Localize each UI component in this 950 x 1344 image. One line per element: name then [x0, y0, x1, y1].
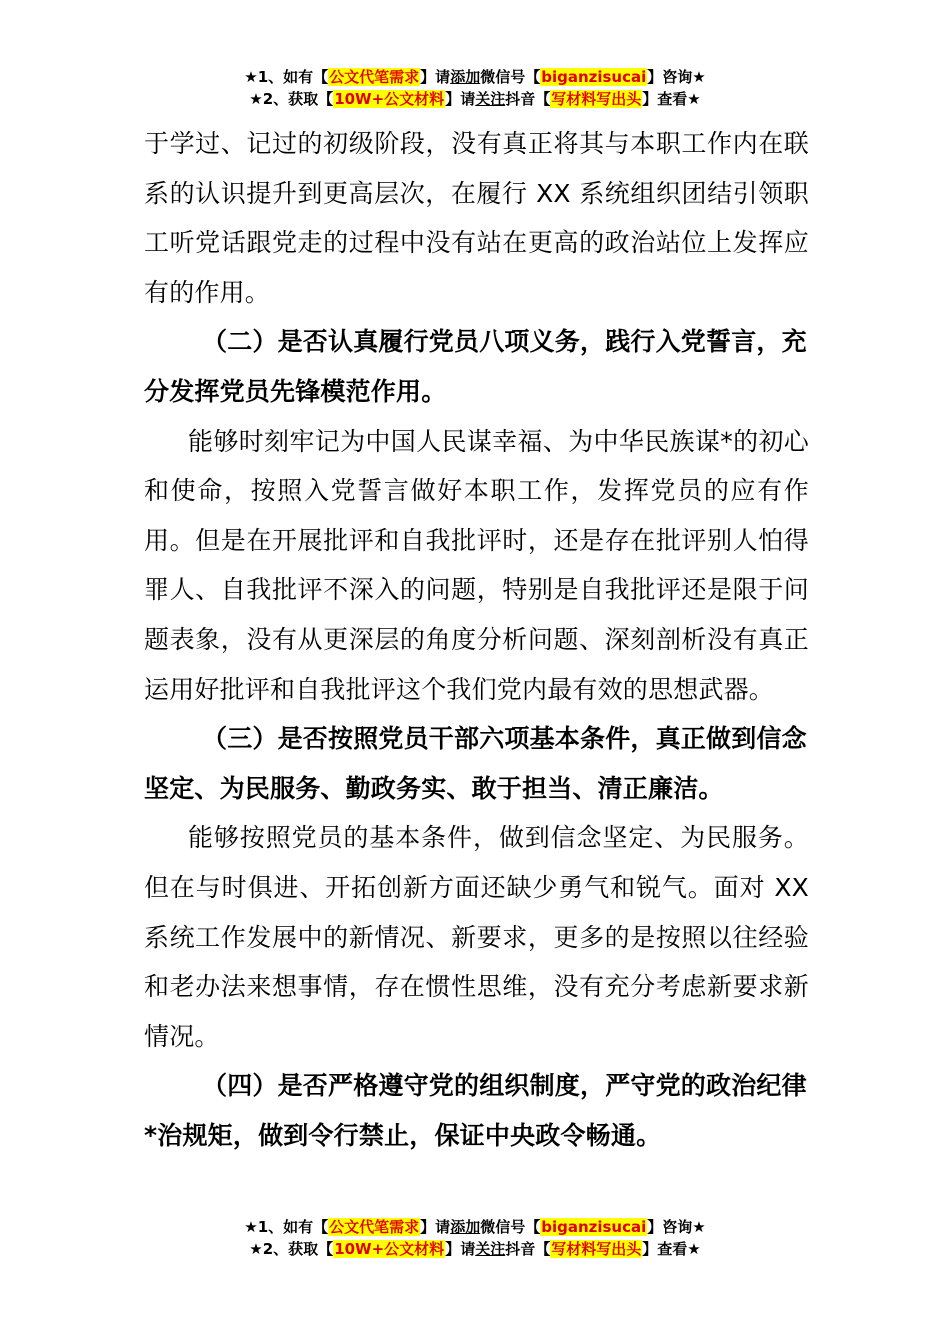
section-heading-4: （四）是否严格遵守党的组织制度，严守党的政治纪律*治规矩，做到令行禁止，保证中央政令畅通。	[144, 1071, 807, 1150]
banner-text: ★1、如有【	[244, 1218, 329, 1236]
banner-highlight: biganzisucai	[541, 68, 647, 86]
banner-text: ★1、如有【	[244, 68, 329, 86]
banner-highlight: 公文代笔需求	[329, 1218, 420, 1236]
banner-text: 】咨询★	[647, 1218, 706, 1236]
footer-banner	[0, 1216, 950, 1260]
banner-text: 微信号【	[480, 68, 541, 86]
banner-highlight: 写材料写出头	[551, 1240, 642, 1258]
banner-text: 】查看★	[642, 1240, 701, 1258]
banner-line-2	[0, 88, 950, 110]
banner-underline: 关注	[475, 90, 506, 108]
banner-text: 】请	[445, 90, 476, 108]
banner-text: 】请	[445, 1240, 476, 1258]
document-body	[144, 119, 809, 1160]
paragraph-3: 能够按照党员的基本条件，做到信念坚定、为民服务。但在与时俱进、开拓创新方面还缺少勇气和锐气。面对 XX 系统工作发展中的新情况、新要求，更多的是按照以往经验和老办法来想事情，存在惯性思维，没有充分考虑新要求新情况。	[144, 823, 809, 1051]
banner-text: 】咨询★	[647, 68, 706, 86]
paragraph-continued: 于学过、记过的初级阶段，没有真正将其与本职工作内在联系的认识提升到更高层次，在履行 XX 系统组织团结引领职工听党话跟党走的过程中没有站在更高的政治站位上发挥应有的作用。	[144, 129, 809, 307]
paragraph-2: 能够时刻牢记为中国人民谋幸福、为中华民族谋*的初心和使命，按照入党誓言做好本职工作，发挥党员的应有作用。但是在开展批评和自我批评时，还是存在批评别人怕得罪人、自我批评不深入的问题，特别是自我批评还是限于问题表象，没有从更深层的角度分析问题、深刻剖析没有真正运用好批评和自我批评这个我们党内最有效的思想武器。	[144, 426, 809, 704]
banner-text: 】请	[420, 68, 451, 86]
banner-underline: 关注	[475, 1240, 506, 1258]
banner-highlight: biganzisucai	[541, 1218, 647, 1236]
banner-text: 抖音【	[505, 1240, 551, 1258]
banner-text: 】查看★	[642, 90, 701, 108]
banner-underline: 添加	[450, 68, 481, 86]
section-heading-3: （三）是否按照党员干部六项基本条件，真正做到信念坚定、为民服务、勤政务实、敢于担当、清正廉洁。	[144, 724, 807, 803]
banner-text: 微信号【	[480, 1218, 541, 1236]
banner-underline: 添加	[450, 1218, 481, 1236]
banner-line-1	[0, 1216, 950, 1238]
banner-highlight: 10W+公文材料	[334, 90, 445, 108]
banner-text: ★2、获取【	[249, 90, 334, 108]
banner-line-1	[0, 66, 950, 88]
banner-text: ★2、获取【	[249, 1240, 334, 1258]
banner-text: 】请	[420, 1218, 451, 1236]
banner-text: 抖音【	[505, 90, 551, 108]
banner-highlight: 公文代笔需求	[329, 68, 420, 86]
section-heading-2: （二）是否认真履行党员八项义务，践行入党誓言，充分发挥党员先锋模范作用。	[144, 327, 807, 406]
header-banner	[0, 66, 950, 110]
banner-line-2	[0, 1238, 950, 1260]
banner-highlight: 10W+公文材料	[334, 1240, 445, 1258]
banner-highlight: 写材料写出头	[551, 90, 642, 108]
